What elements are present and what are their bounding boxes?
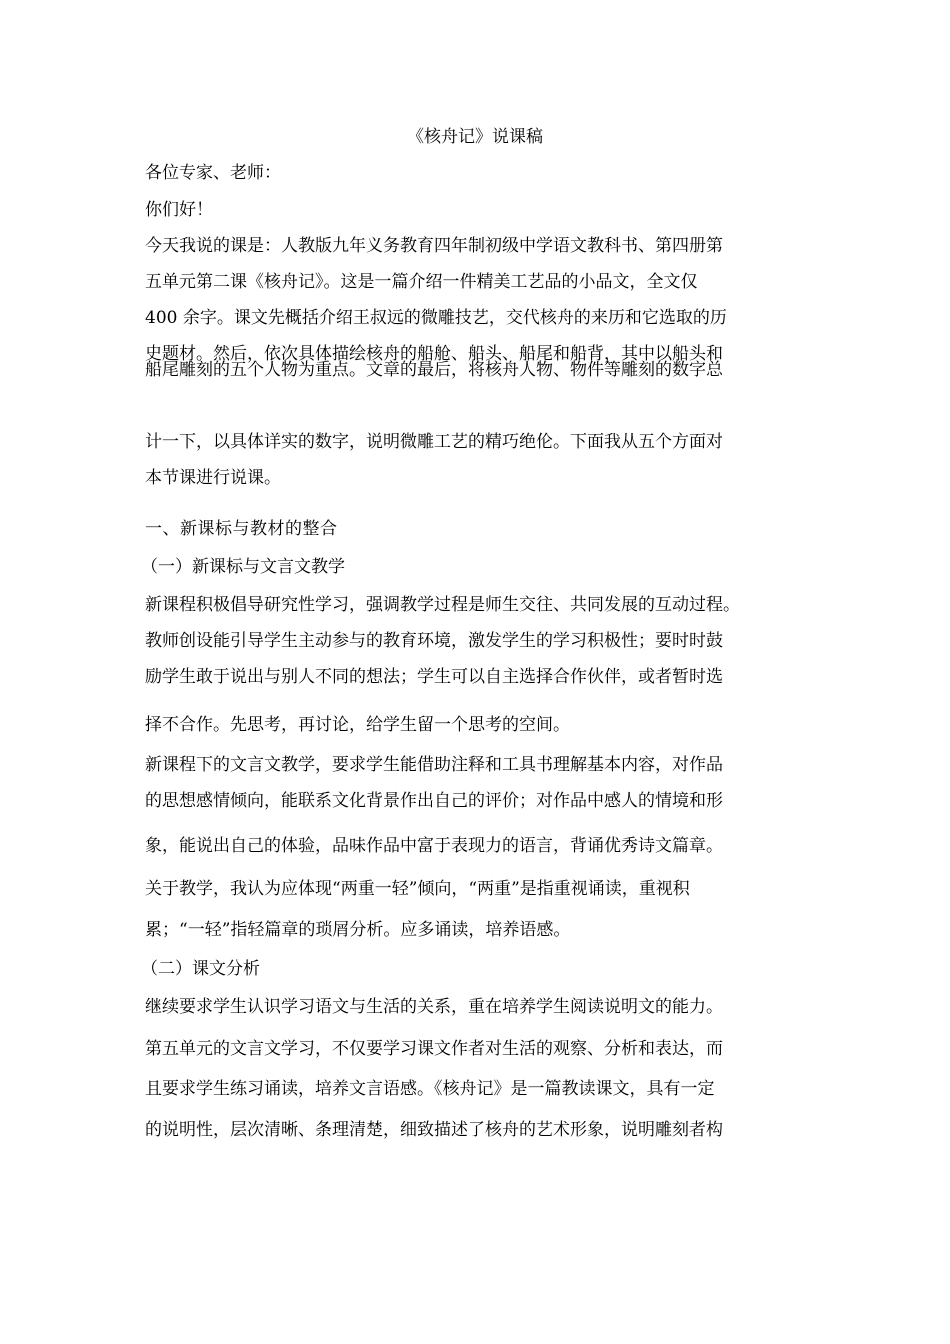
paragraph-line: 象，能说出自己的体验，品味作品中富于表现力的语言，背诵优秀诗文篇章。 <box>145 836 723 856</box>
paragraph-line: 史题材。然后，依次具体描绘核舟的船舱、船头、船尾和船背，其中以船头和 <box>145 344 723 364</box>
paragraph-line: 今天我说的课是：人教版九年义务教育四年制初级中学语文教科书、第四册第 <box>145 236 723 256</box>
paragraph-line: 累；“一轻”指轻篇章的琐屑分析。应多诵读，培养语感。 <box>145 920 571 940</box>
subsection-heading: （二）课文分析 <box>141 959 260 979</box>
subsection-heading: （一）新课标与文言文教学 <box>141 557 345 577</box>
paragraph-line: 的说明性，层次清晰、条理清楚，细致描述了核舟的艺术形象，说明雕刻者构 <box>145 1120 723 1140</box>
paragraph-line: 励学生敢于说出与别人不同的想法；学生可以自主选择合作伙伴，或者暂时选 <box>145 667 723 687</box>
paragraph-line: 新课程下的文言文教学，要求学生能借助注释和工具书理解基本内容，对作品 <box>145 755 723 775</box>
paragraph-line: 的思想感情倾向，能联系文化背景作出自己的评价；对作品中感人的情境和形 <box>145 791 723 811</box>
paragraph-line: 教师创设能引导学生主动参与的教育环境，激发学生的学习积极性；要时时鼓 <box>145 631 723 651</box>
paragraph-line: 本节课进行说课。 <box>145 468 281 488</box>
paragraph-line: 新课程积极倡导研究性学习，强调教学过程是师生交往、共同发展的互动过程。 <box>145 595 740 615</box>
paragraph-line: 计一下，以具体详实的数字，说明微雕工艺的精巧绝伦。下面我从五个方面对 <box>145 432 723 452</box>
paragraph-line: 400 余字。课文先概括介绍王叔远的微雕技艺，交代核舟的来历和它选取的历 <box>145 308 727 328</box>
paragraph-line: 择不合作。先思考，再讨论，给学生留一个思考的空间。 <box>145 715 570 735</box>
paragraph-line: 船尾雕刻的五个人物为重点。文章的最后，将核舟人物、物件等雕刻的数字总 <box>145 360 723 380</box>
section-heading: 一、新课标与教材的整合 <box>145 519 338 539</box>
paragraph-line: 关于教学，我认为应体现“两重一轻”倾向，“两重”是指重视诵读，重视积 <box>145 879 690 899</box>
salutation-line: 各位专家、老师： <box>145 163 281 183</box>
greeting-line: 你们好！ <box>145 200 213 220</box>
paragraph-line: 且要求学生练习诵读，培养文言语感。《核舟记》是一篇教读课文，具有一定 <box>145 1079 715 1099</box>
paragraph-line: 第五单元的文言文学习，不仅要学习课文作者对生活的观察、分析和表达，而 <box>145 1039 723 1059</box>
paragraph-line: 五单元第二课《核舟记》。这是一篇介绍一件精美工艺品的小品文，全文仅 <box>145 272 698 292</box>
document-title: 《核舟记》说课稿 <box>407 127 543 147</box>
paragraph-line: 继续要求学生认识学习语文与生活的关系，重在培养学生阅读说明文的能力。 <box>145 997 723 1017</box>
